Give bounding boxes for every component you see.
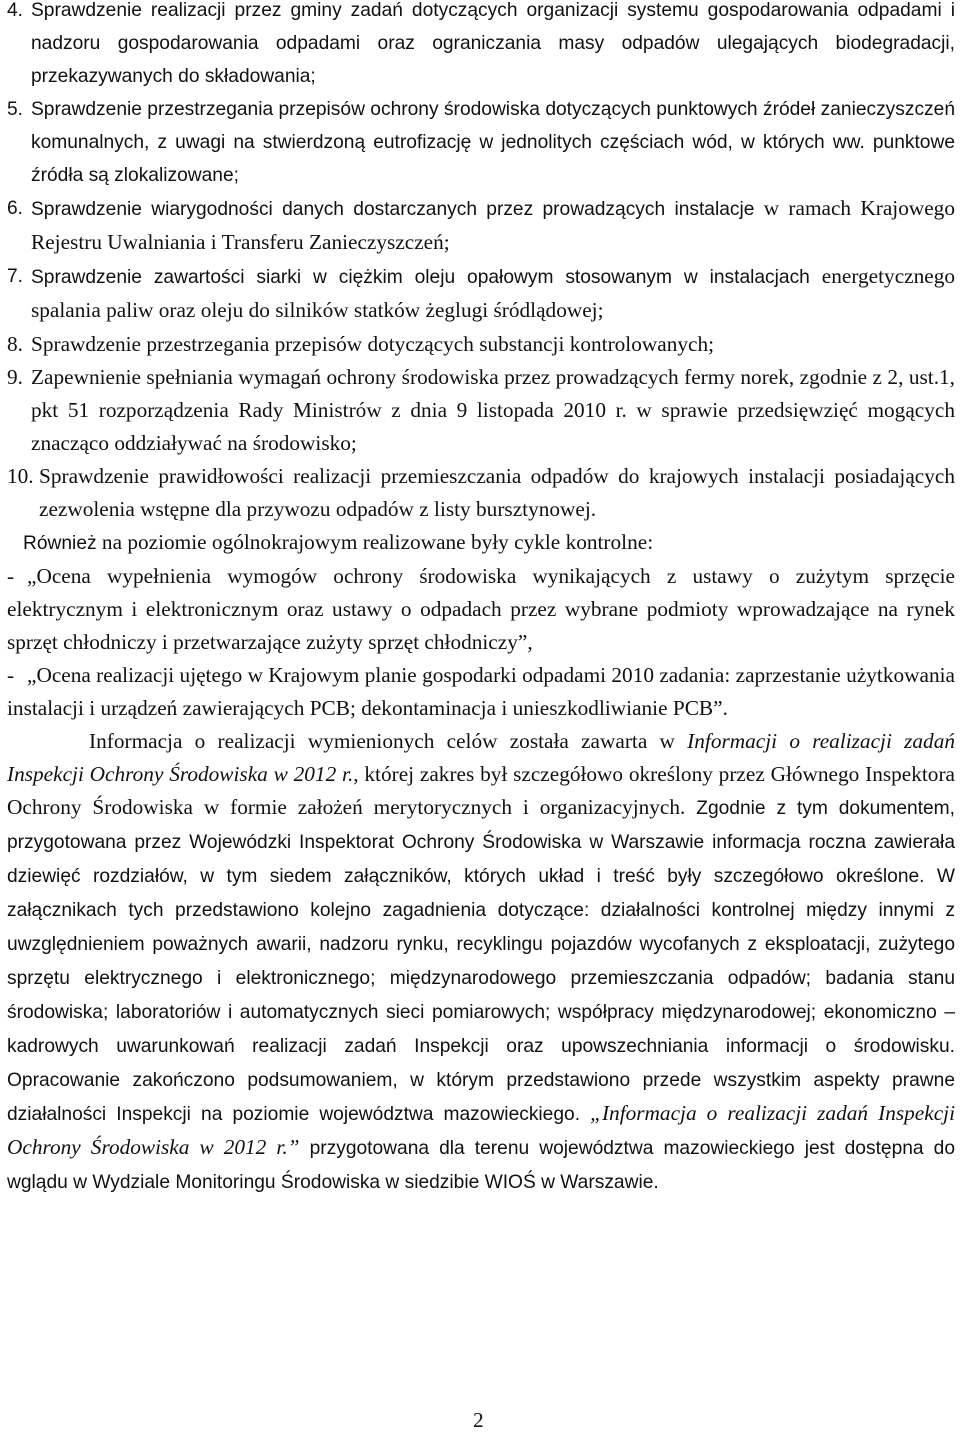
list-number: 6. bbox=[7, 198, 24, 219]
list-item-10 bbox=[7, 460, 955, 526]
list-item-6 bbox=[7, 192, 955, 260]
dash-text-content: „Ocena realizacji ujętego w Krajowym planie gospodarki odpadami 2010 zadania: zaprzestanie użytkowania instalacji i urządzeń zawierających PCB; dekontaminacja i unieszkodliwianie PCB”. bbox=[7, 663, 955, 720]
intro-lead: Również bbox=[23, 533, 97, 554]
document-body bbox=[7, 0, 955, 1199]
para-part-c: , której zakres był szczegółowo określony przez Głównego Inspektora Ochrony Środowiska w formie założeń merytorycznych i organizacyjnych. bbox=[7, 762, 956, 819]
intro-rest: na poziomie ogólnokrajowym realizowane były cykle kontrolne: bbox=[96, 530, 654, 554]
list-item-5 bbox=[7, 93, 955, 192]
list-number: 5. bbox=[7, 99, 24, 120]
dash-mark: - bbox=[7, 663, 15, 687]
list-number: 10. bbox=[7, 464, 34, 488]
summary-paragraph bbox=[7, 725, 955, 1199]
list-text-part-a: Zapewnienie spełniania wymagań ochrony środowiska przez prowadzących fermy norek, zgodnie z bbox=[31, 365, 888, 389]
para-part-d: Zgodnie z tym dokumentem, przygotowana przez Wojewódzki Inspektorat Ochrony Środowiska w Warszawie informacja roczna zawierała dziewięć rozdziałów, w tym siedem załączników, których układ i treść były szczegółowo określone. bbox=[7, 798, 955, 887]
list-text bbox=[31, 260, 955, 328]
list-text-part-b: 2, ust.1, pkt 51 rozporządzenia Rady Ministrów z dnia 9 listopada 2010 r. w sprawie przedsięwzięć mogących znacząco oddziaływać na środowisko; bbox=[31, 365, 955, 455]
list-text-sans: Sprawdzenie zawartości siarki w ciężkim oleju opałowym stosowanym w instalacjach bbox=[31, 267, 810, 288]
dash-text-content: „Ocena wypełnienia wymogów ochrony środowiska wynikających z ustawy o zużytym sprzęcie elektrycznym i elektronicznym oraz ustawy o odpadach przez wybrane podmioty wprowadzające na rynek sprzęt chłodniczy i przetwarzające zużyty sprzęt chłodniczy”, bbox=[7, 564, 955, 654]
list-item-4 bbox=[7, 0, 955, 93]
list-item-8 bbox=[7, 328, 955, 361]
dash-item-1 bbox=[7, 560, 955, 659]
list-text-sans: Sprawdzenie wiarygodności danych dostarczanych przez prowadzących instalacje bbox=[31, 199, 755, 220]
list-text bbox=[31, 361, 955, 460]
list-number: 4. bbox=[7, 0, 24, 21]
dash-text bbox=[7, 659, 955, 725]
list-number: 7. bbox=[7, 266, 24, 287]
para-part-h: przygotowana dla terenu województwa mazowieckiego jest dostępna do wglądu w Wydziale Monitoringu Środowiska w siedzibie WIOŚ w Warszawie. bbox=[7, 1138, 955, 1193]
list-item-7 bbox=[7, 260, 955, 328]
para-italic-title: Informacji o realizacji zadań Inspekcji Ochrony Środowiska w 2012 r. bbox=[7, 729, 955, 786]
list-item-9 bbox=[7, 361, 955, 460]
list-text-serif: w ramach Krajowego Rejestru Uwalniania i Transferu Zanieczyszczeń; bbox=[31, 196, 955, 254]
dash-text bbox=[7, 560, 955, 659]
list-text bbox=[31, 192, 955, 260]
para-part-e: W załącznikach tych przedstawiono kolejno zagadnienia dotyczące: działalności kontrolnej między innymi z uwzględnieniem poważnych awarii, nadzoru rynku, recyklingu pojazdów wycofanych z eksploatacji, zużytego sprzętu elektrycznego i elektronicznego; międzynarodowego przemieszczania odpadów; badania stanu środowiska; laboratoriów i automatycznych sieci pomiarowych; współpracy międzynarodowej; ekonomiczno – kadrowych uwarunkowań realizacji zadań Inspekcji oraz upowszechniania informacji o środowisku. bbox=[7, 866, 955, 1057]
dash-item-2 bbox=[7, 659, 955, 725]
dash-mark: - bbox=[7, 564, 15, 588]
list-text: Sprawdzenie realizacji przez gminy zadań dotyczących organizacji systemu gospodarowania odpadami i nadzoru gospodarowania odpadami oraz ograniczania masy odpadów ulegających biodegradacji, przekazywanych do składowania; bbox=[31, 0, 955, 87]
para-part-a: Informacja o realizacji wymienionych celów została zawarta w bbox=[89, 729, 688, 753]
intro-line bbox=[7, 526, 955, 560]
list-text: Sprawdzenie prawidłowości realizacji przemieszczania odpadów do krajowych instalacji posiadających zezwolenia wstępne dla przywozu odpadów z listy bursztynowej. bbox=[39, 464, 955, 521]
list-number: 8. bbox=[7, 332, 23, 356]
para-italic-title-2: „Informacja o realizacji zadań Inspekcji Ochrony Środowiska w 2012 r.” bbox=[7, 1101, 955, 1159]
para-part-f: Opracowanie zakończono podsumowaniem, w którym przedstawiono przede wszystkim aspekty prawne działalności Inspekcji na poziomie województwa mazowieckiego. bbox=[7, 1070, 955, 1125]
list-text: Sprawdzenie przestrzegania przepisów ochrony środowiska dotyczących punktowych źródeł zanieczyszczeń komunalnych, z uwagi na stwierdzoną eutrofizację w jednolitych częściach wód, w których ww. punktowe źródła są zlokalizowane; bbox=[31, 99, 955, 186]
page-number: 2 bbox=[473, 1408, 484, 1432]
list-text: Sprawdzenie przestrzegania przepisów dotyczących substancji kontrolowanych; bbox=[31, 332, 715, 356]
list-number: 9. bbox=[7, 365, 23, 389]
list-text-serif: energetycznego spalania paliw oraz oleju do silników statków żeglugi śródlądowej; bbox=[31, 264, 955, 322]
